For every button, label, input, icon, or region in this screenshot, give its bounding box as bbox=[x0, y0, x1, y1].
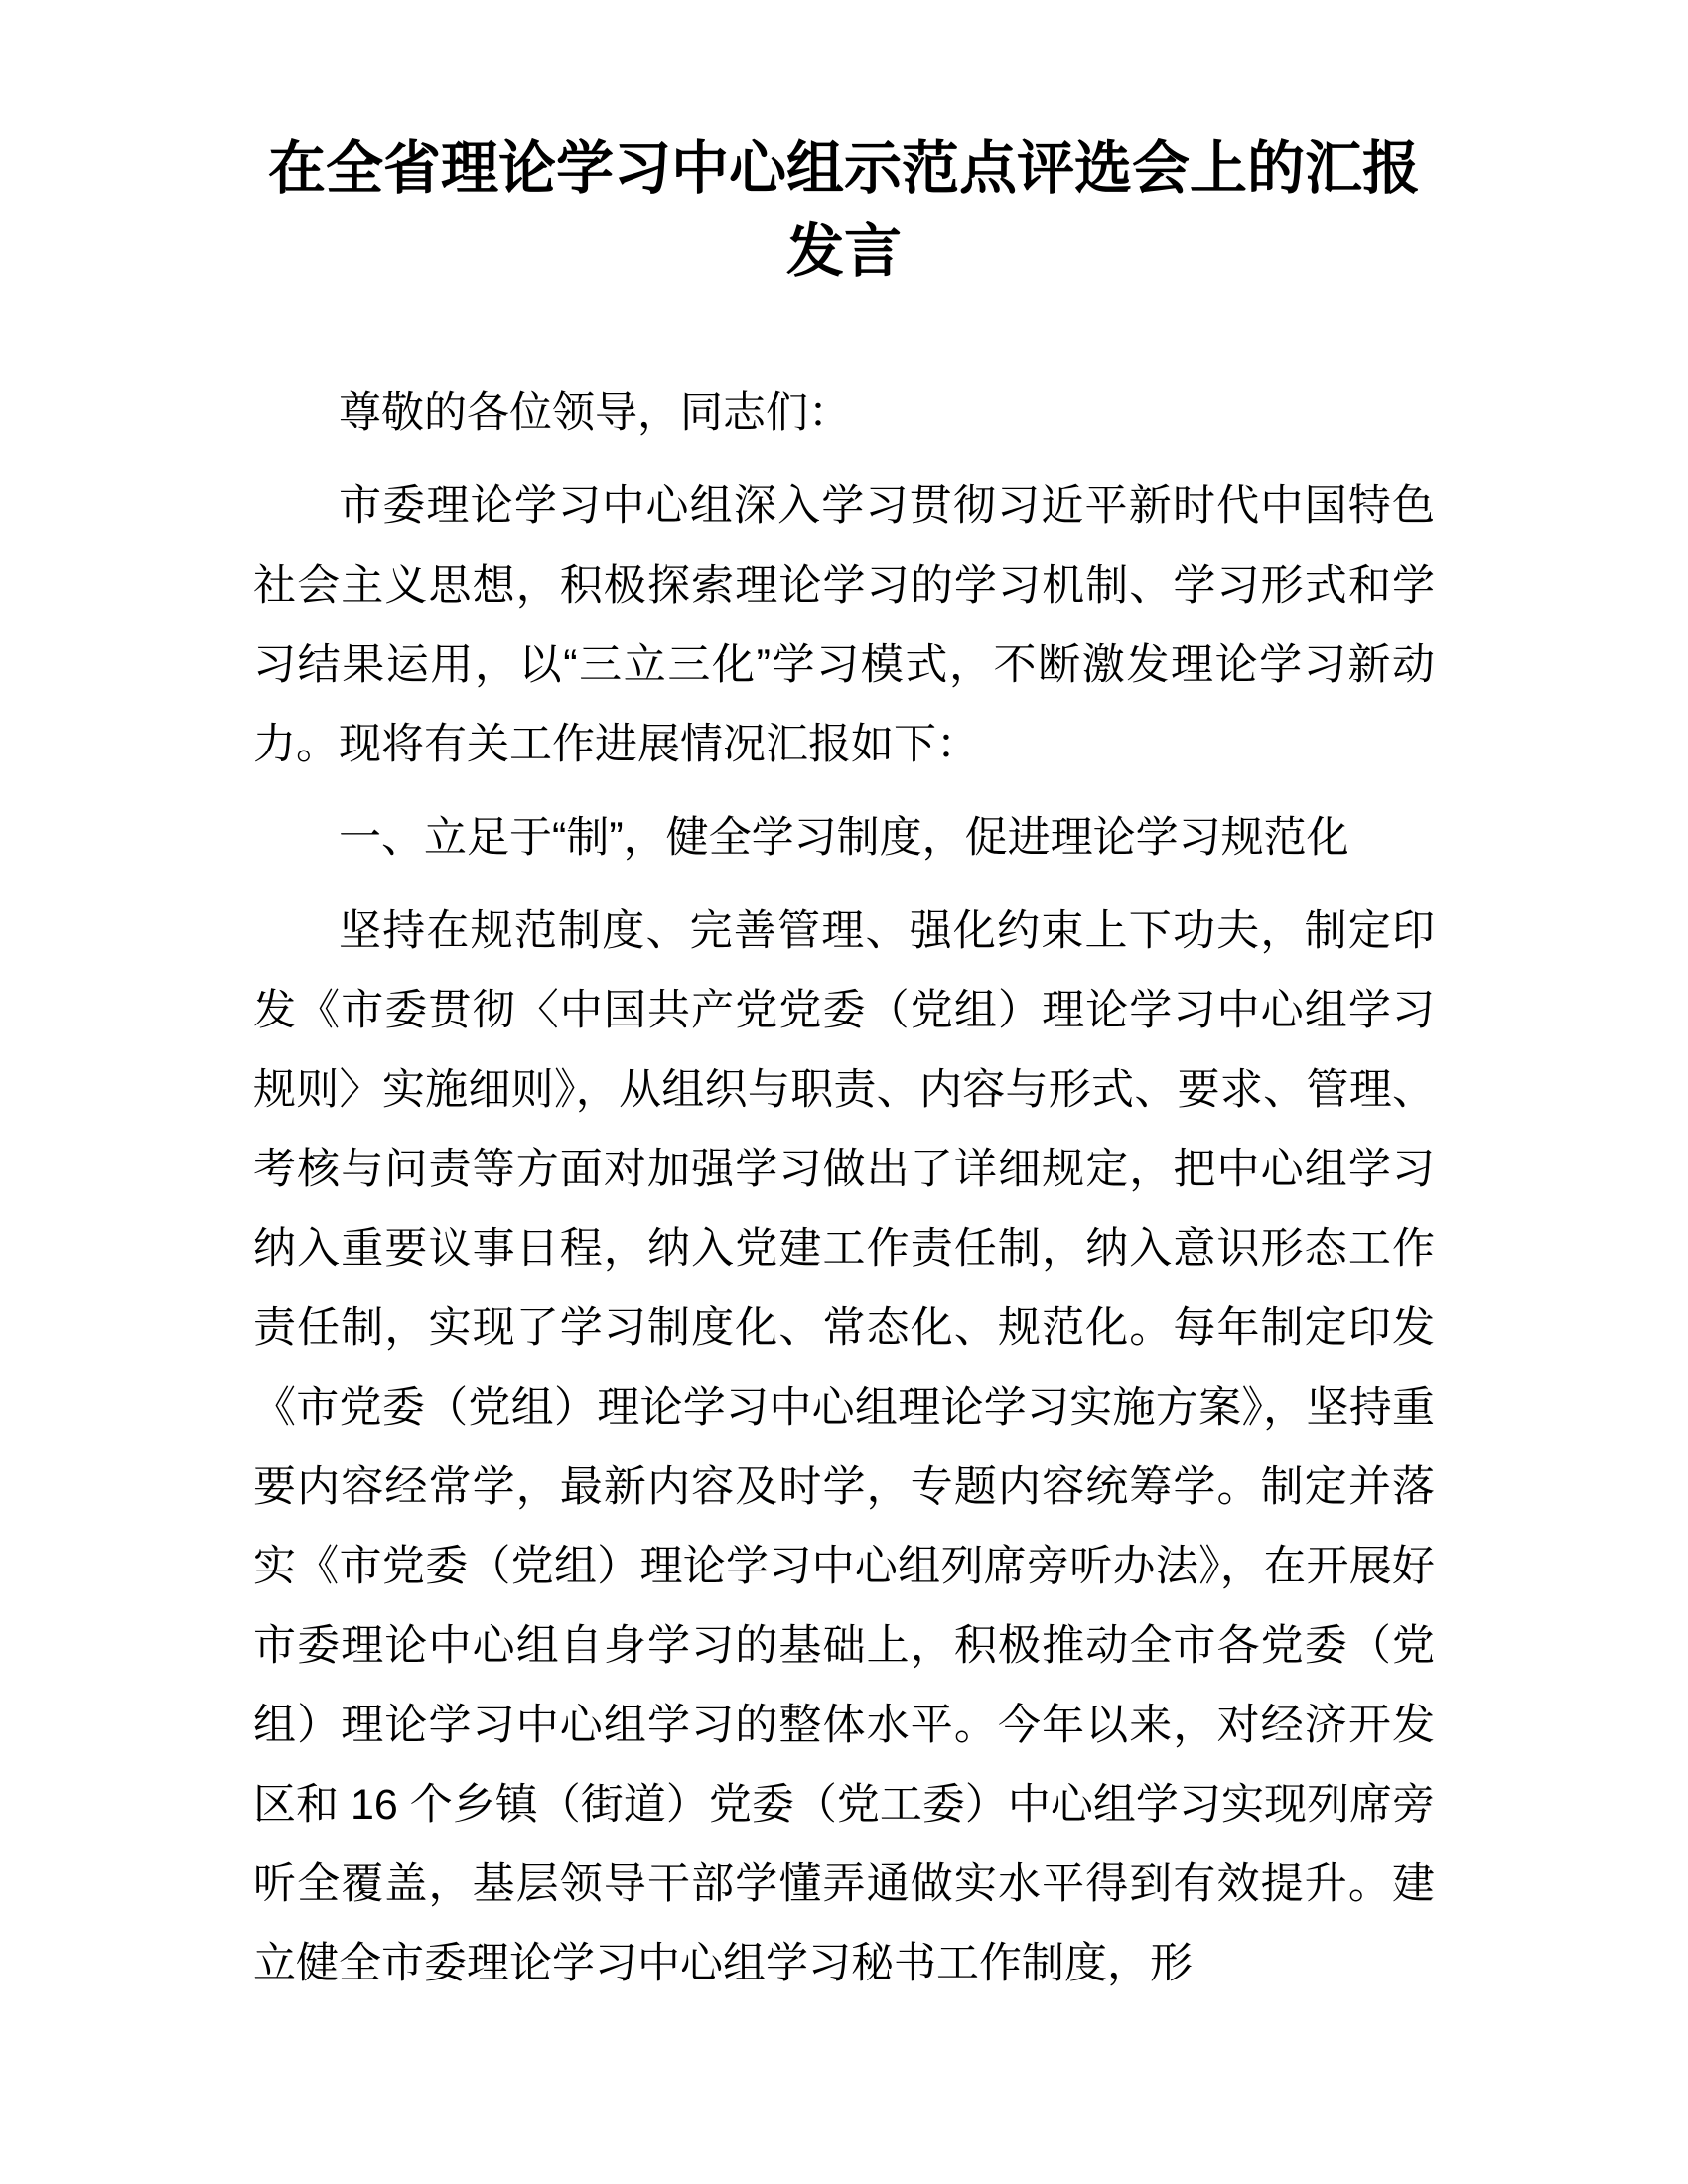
document-title: 在全省理论学习中心组示范点评选会上的汇报发言 bbox=[267, 136, 1420, 284]
intro-paragraph: 市委理论学习中心组深入学习贯彻习近平新时代中国特色社会主义思想，积极探索理论学习的学习机制、学习形式和学习结果运用，以“三立三化”学习模式，不断激发理论学习新动力。现将有关工作进展情况汇报如下： bbox=[253, 482, 1435, 768]
body-paragraph-1: 坚持在规范制度、完善管理、强化约束上下功夫，制定印发《市委贯彻〈中国共产党党委（党组）理论学习中心组学习规则〉实施细则》，从组织与职责、内容与形式、要求、管理、考核与问责等方面对加强学习做出了详细规定，把中心组学习纳入重要议事日程，纳入党建工作责任制，纳入意识形态工作责任制，实现了学习制度化、常态化、规范化。每年制定印发《市党委（党组）理论学习中心组理论学习实施方案》，坚持重要内容经常学，最新内容及时学，专题内容统筹学。制定并落实《市党委（党组）理论学习中心组列席旁听办法》，在开展好市委理论中心组自身学习的基础上，积极推动全市各党委（党组）理论学习中心组学习的整体水平。今年以来，对经济开发区和 16 个乡镇（街道）党委（党工委）中心组学习实现列席旁听全覆盖，基层领导干部学懂弄通做实水平得到有效提升。建立健全市委理论学习中心组学习秘书工作制度，形 bbox=[253, 907, 1435, 1987]
salutation-paragraph: 尊敬的各位领导，同志们： bbox=[339, 389, 851, 437]
section-heading-1: 一、立足于“制”，健全学习制度，促进理论学习规范化 bbox=[339, 814, 1349, 862]
